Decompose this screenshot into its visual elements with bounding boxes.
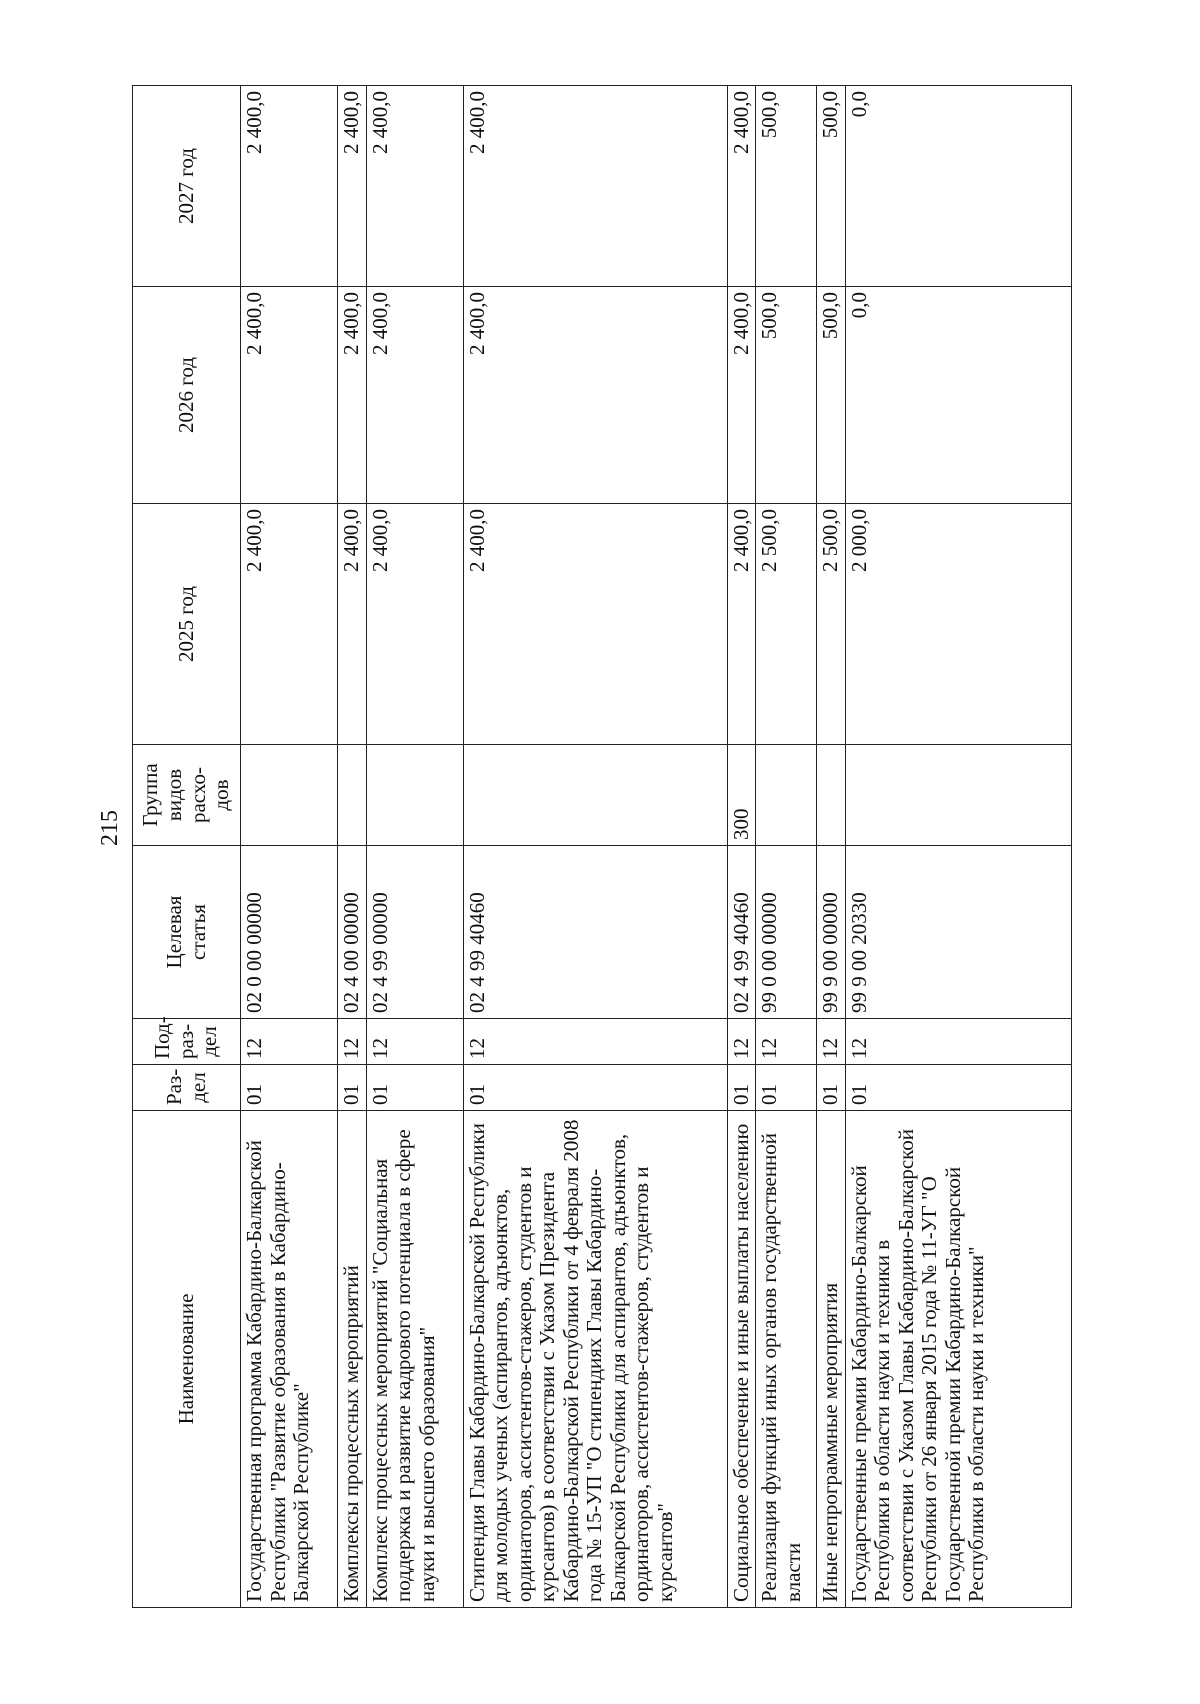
row-2027: 0,0	[845, 86, 1071, 287]
row-2025: 2 400,0	[338, 504, 367, 745]
row-2027: 500,0	[817, 86, 846, 287]
row-podrazdel: 12	[845, 1019, 1071, 1065]
row-podrazdel: 12	[338, 1019, 367, 1065]
row-2025: 2 400,0	[241, 504, 338, 745]
row-name: Государственные премии Кабардино-Балкарской Республики в области науки и техники в соответствии с Указом Главы Кабардино-Балкарской Республики от 26 января 2015 года № 11-УГ "О Государственной премии Кабардино-Балкарской Республики в области науки и техники"	[845, 1111, 1071, 1608]
row-2027: 2 400,0	[338, 86, 367, 287]
row-2027: 2 400,0	[241, 86, 338, 287]
row-razdel: 01	[241, 1065, 338, 1111]
row-name: Реализация функций иных органов государственной власти	[756, 1111, 817, 1608]
row-celevaya: 99 0 00 00000	[756, 846, 817, 1019]
row-gruppa	[845, 745, 1071, 846]
row-razdel: 01	[366, 1065, 463, 1111]
row-2026: 500,0	[756, 287, 817, 504]
row-2025: 2 500,0	[756, 504, 817, 745]
row-podrazdel: 12	[817, 1019, 846, 1065]
table-row	[756, 86, 817, 1608]
row-2027: 2 400,0	[366, 86, 463, 287]
header-podrazdel: Под- раз- дел	[133, 1019, 241, 1065]
table-row	[727, 86, 756, 1608]
row-name: Государственная программа Кабардино-Балкарской Республики "Развитие образования в Кабардино-Балкарской Республике"	[241, 1111, 338, 1608]
row-podrazdel: 12	[756, 1019, 817, 1065]
row-celevaya: 99 9 00 20330	[845, 846, 1071, 1019]
row-2025: 2 400,0	[463, 504, 727, 745]
row-razdel: 01	[817, 1065, 846, 1111]
row-gruppa	[366, 745, 463, 846]
row-2025: 2 500,0	[817, 504, 846, 745]
row-2025: 2 400,0	[366, 504, 463, 745]
table-row	[463, 86, 727, 1608]
row-2025: 2 400,0	[727, 504, 756, 745]
row-name: Социальное обеспечение и иные выплаты населению	[727, 1111, 756, 1608]
row-2026: 2 400,0	[463, 287, 727, 504]
header-2026: 2026 год	[133, 287, 241, 504]
row-2026: 2 400,0	[338, 287, 367, 504]
table-header-row	[133, 86, 241, 1608]
budget-table	[132, 85, 1072, 1608]
header-name: Наименование	[133, 1111, 241, 1608]
row-2026: 500,0	[817, 287, 846, 504]
row-2025: 2 000,0	[845, 504, 1071, 745]
row-name: Комплекс процессных мероприятий "Социальная поддержка и развитие кадрового потенциала в сфере науки и высшего образования"	[366, 1111, 463, 1608]
table-row	[366, 86, 463, 1608]
table-row	[338, 86, 367, 1608]
row-podrazdel: 12	[241, 1019, 338, 1065]
row-2027: 2 400,0	[727, 86, 756, 287]
page-number: 215	[97, 810, 123, 846]
row-gruppa	[338, 745, 367, 846]
table-row	[241, 86, 338, 1608]
row-razdel: 01	[463, 1065, 727, 1111]
row-celevaya: 02 4 99 00000	[366, 846, 463, 1019]
row-razdel: 01	[338, 1065, 367, 1111]
row-gruppa	[463, 745, 727, 846]
row-celevaya: 02 4 99 40460	[463, 846, 727, 1019]
row-gruppa	[241, 745, 338, 846]
table-row	[845, 86, 1071, 1608]
row-razdel: 01	[756, 1065, 817, 1111]
row-gruppa	[817, 745, 846, 846]
row-razdel: 01	[845, 1065, 1071, 1111]
table-row	[817, 86, 846, 1608]
row-2027: 500,0	[756, 86, 817, 287]
row-name: Комплексы процессных мероприятий	[338, 1111, 367, 1608]
row-gruppa: 300	[727, 745, 756, 846]
header-gruppa-vidov-raskhodov: Группа видов расхо- дов	[133, 745, 241, 846]
header-razdel: Раз- дел	[133, 1065, 241, 1111]
header-2025: 2025 год	[133, 504, 241, 745]
rotated-page-content	[132, 86, 1062, 1608]
row-podrazdel: 12	[727, 1019, 756, 1065]
row-podrazdel: 12	[366, 1019, 463, 1065]
row-gruppa	[756, 745, 817, 846]
row-2026: 0,0	[845, 287, 1071, 504]
row-celevaya: 99 9 00 00000	[817, 846, 846, 1019]
row-celevaya: 02 0 00 00000	[241, 846, 338, 1019]
row-2026: 2 400,0	[366, 287, 463, 504]
row-celevaya: 02 4 00 00000	[338, 846, 367, 1019]
row-2026: 2 400,0	[241, 287, 338, 504]
header-celevaya-statya: Целевая статья	[133, 846, 241, 1019]
row-2026: 2 400,0	[727, 287, 756, 504]
row-name: Иные непрограммные мероприятия	[817, 1111, 846, 1608]
header-2027: 2027 год	[133, 86, 241, 287]
row-podrazdel: 12	[463, 1019, 727, 1065]
row-name: Стипендия Главы Кабардино-Балкарской Республики для молодых ученых (аспирантов, адъюнктов, ординаторов, ассистентов-стажеров, студентов и курсантов) в соответствии с Указом Президента Кабардино-Балкарской Республики от 4 февраля 2008 года № 15-УП "О стипендиях Главы Кабардино-Балкарской Республики для аспирантов, адъюнктов, ординаторов, ассистентов-стажеров, студентов и курсантов"	[463, 1111, 727, 1608]
row-celevaya: 02 4 99 40460	[727, 846, 756, 1019]
row-2027: 2 400,0	[463, 86, 727, 287]
row-razdel: 01	[727, 1065, 756, 1111]
